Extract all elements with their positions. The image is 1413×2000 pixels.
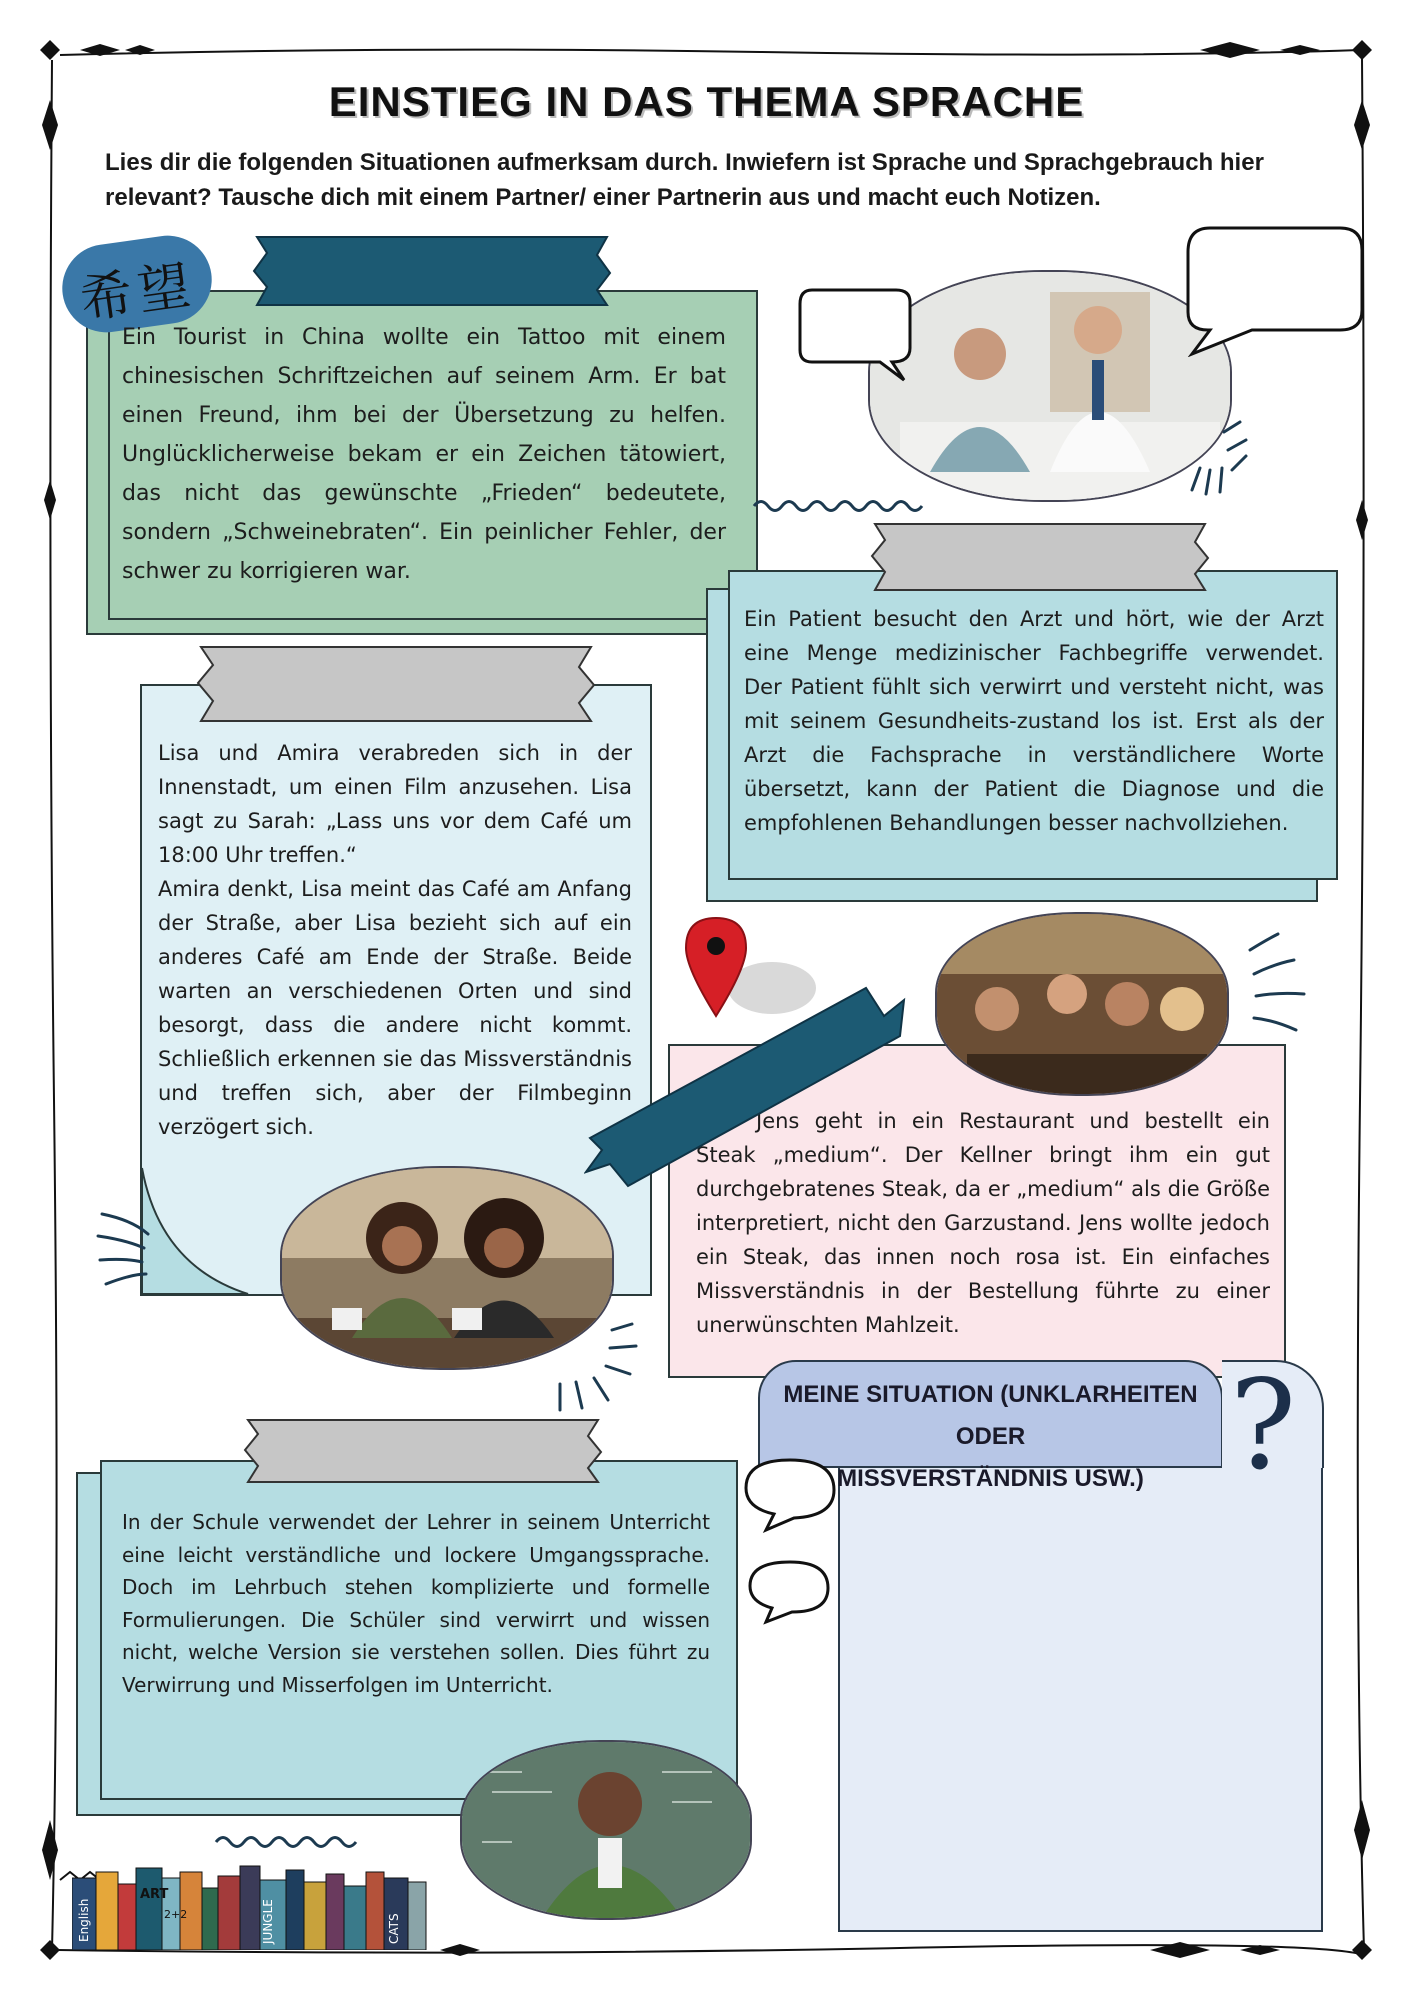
question-mark-icon: ? — [1229, 1354, 1297, 1498]
burst-lines-decoration — [92, 1200, 182, 1300]
burst-lines-decoration — [1244, 930, 1324, 1040]
tattoo-text: Ein Tourist in China wollte ein Tattoo mit einem chinesischen Schriftzeichen auf seinem Arm. Er bat einen Freund, ihm bei der Übersetzung zu helfen. Unglücklicherweise bekam er ein Zeichen tätowiert, das nicht das gewünschte „Frieden“ bedeutete, sondern „Schweinebraten“. Ein peinlicher Fehler, der schwer zu korrigieren war. — [122, 325, 726, 584]
burst-lines-decoration — [1182, 410, 1252, 500]
book-spine-jungle: JUNGLE — [261, 1899, 275, 1944]
speech-bubble-icon — [792, 282, 917, 382]
own-situation-heading-line-1: MEINE SITUATION (UNKLARHEITEN ODER — [783, 1381, 1198, 1450]
book-spine-math: 2+2 — [164, 1908, 188, 1921]
restaurant-tape — [584, 982, 914, 1194]
book-spine-cats: CATS — [387, 1913, 401, 1944]
restaurant-text: Jens geht in ein Restaurant und bestellt ein Steak „medium“. Der Kellner bringt ihm ein gut durchgebratenes Steak, da er „medium“ als die Größe interpretiert, nicht den Garzustand. Jens wollte jedoch ein Steak, das innen noch rosa ist. Ein einfaches Missverständnis in der Bestellung führte zu einer unerwünschten Mahlzeit. — [696, 1109, 1270, 1337]
speech-bubble-icon — [1180, 222, 1370, 357]
own-situation-heading — [758, 1360, 1223, 1492]
own-situation-heading-line-2: MISSVERSTÄNDNIS USW.) — [837, 1465, 1144, 1492]
tattoo-tape — [252, 235, 612, 307]
cafe-text — [158, 736, 632, 1144]
page-title: EINSTIEG IN DAS THEMA SPRACHE — [328, 78, 1085, 125]
books-illustration — [72, 1858, 462, 1950]
own-situation-notes-area[interactable] — [838, 1462, 1323, 1932]
cafe-tape — [196, 645, 596, 723]
intro-instructions: Lies dir die folgenden Situationen aufmerksam durch. Inwiefern ist Sprache und Sprachgebrauch hier relevant? Tausche dich mit einem Partner/ einer Partnerin aus und macht euch Notizen. — [105, 149, 1264, 211]
wavy-line-decoration — [214, 1830, 364, 1852]
cafe-text-part-1: Lisa und Amira verabreden sich in der Innenstadt, um einen Film anzusehen. Lisa sagt zu Sarah: „Lass uns vor dem Café um 18:00 Uhr treffen.“ — [158, 741, 632, 867]
restaurant-photo — [935, 912, 1229, 1096]
school-tape — [243, 1418, 603, 1484]
doctor-text: Ein Patient besucht den Arzt und hört, wie der Arzt eine Menge medizinischer Fachbegriffe verwendet. Der Patient fühlt sich verwirrt und versteht nicht, was mit seinem Gesundheits-zustand los ist. Erst als der Arzt die Fachsprache in verständlichere Worte übersetzt, kann der Patient die Diagnose und die empfohlenen Behandlungen besser nachvollziehen. — [744, 607, 1324, 835]
chinese-characters: 希望 — [76, 255, 200, 331]
burst-lines-decoration — [552, 1320, 642, 1420]
speech-bubble-icon — [740, 1454, 840, 1534]
wavy-line-decoration — [752, 496, 932, 516]
doctor-photo — [868, 270, 1232, 502]
speech-bubble-icon — [744, 1556, 834, 1626]
cafe-text-part-2: Amira denkt, Lisa meint das Café am Anfang der Straße, aber Lisa bezieht sich auf ein anderes Café am Ende der Straße. Beide warten an verschiedenen Orten und sind besorgt, dass die andere nicht kommt. Schließlich erkennen sie das Missverständnis und treffen sich, aber der Filmbeginn verzögert sich. — [158, 877, 632, 1139]
teacher-photo — [460, 1740, 752, 1920]
book-spine-art: ART — [140, 1887, 169, 1902]
doctor-tape — [870, 522, 1210, 592]
book-spine-english: English — [77, 1898, 91, 1942]
school-text: In der Schule verwendet der Lehrer in seinem Unterricht eine leicht verständliche und lockere Umgangssprache. Doch im Lehrbuch stehen komplizierte und formelle Formulierungen. Die Schüler sind verwirrt und wissen nicht, welche Version sie verstehen sollen. Dies führt zu Verwirrung und Misserfolgen im Unterricht. — [122, 1510, 710, 1697]
